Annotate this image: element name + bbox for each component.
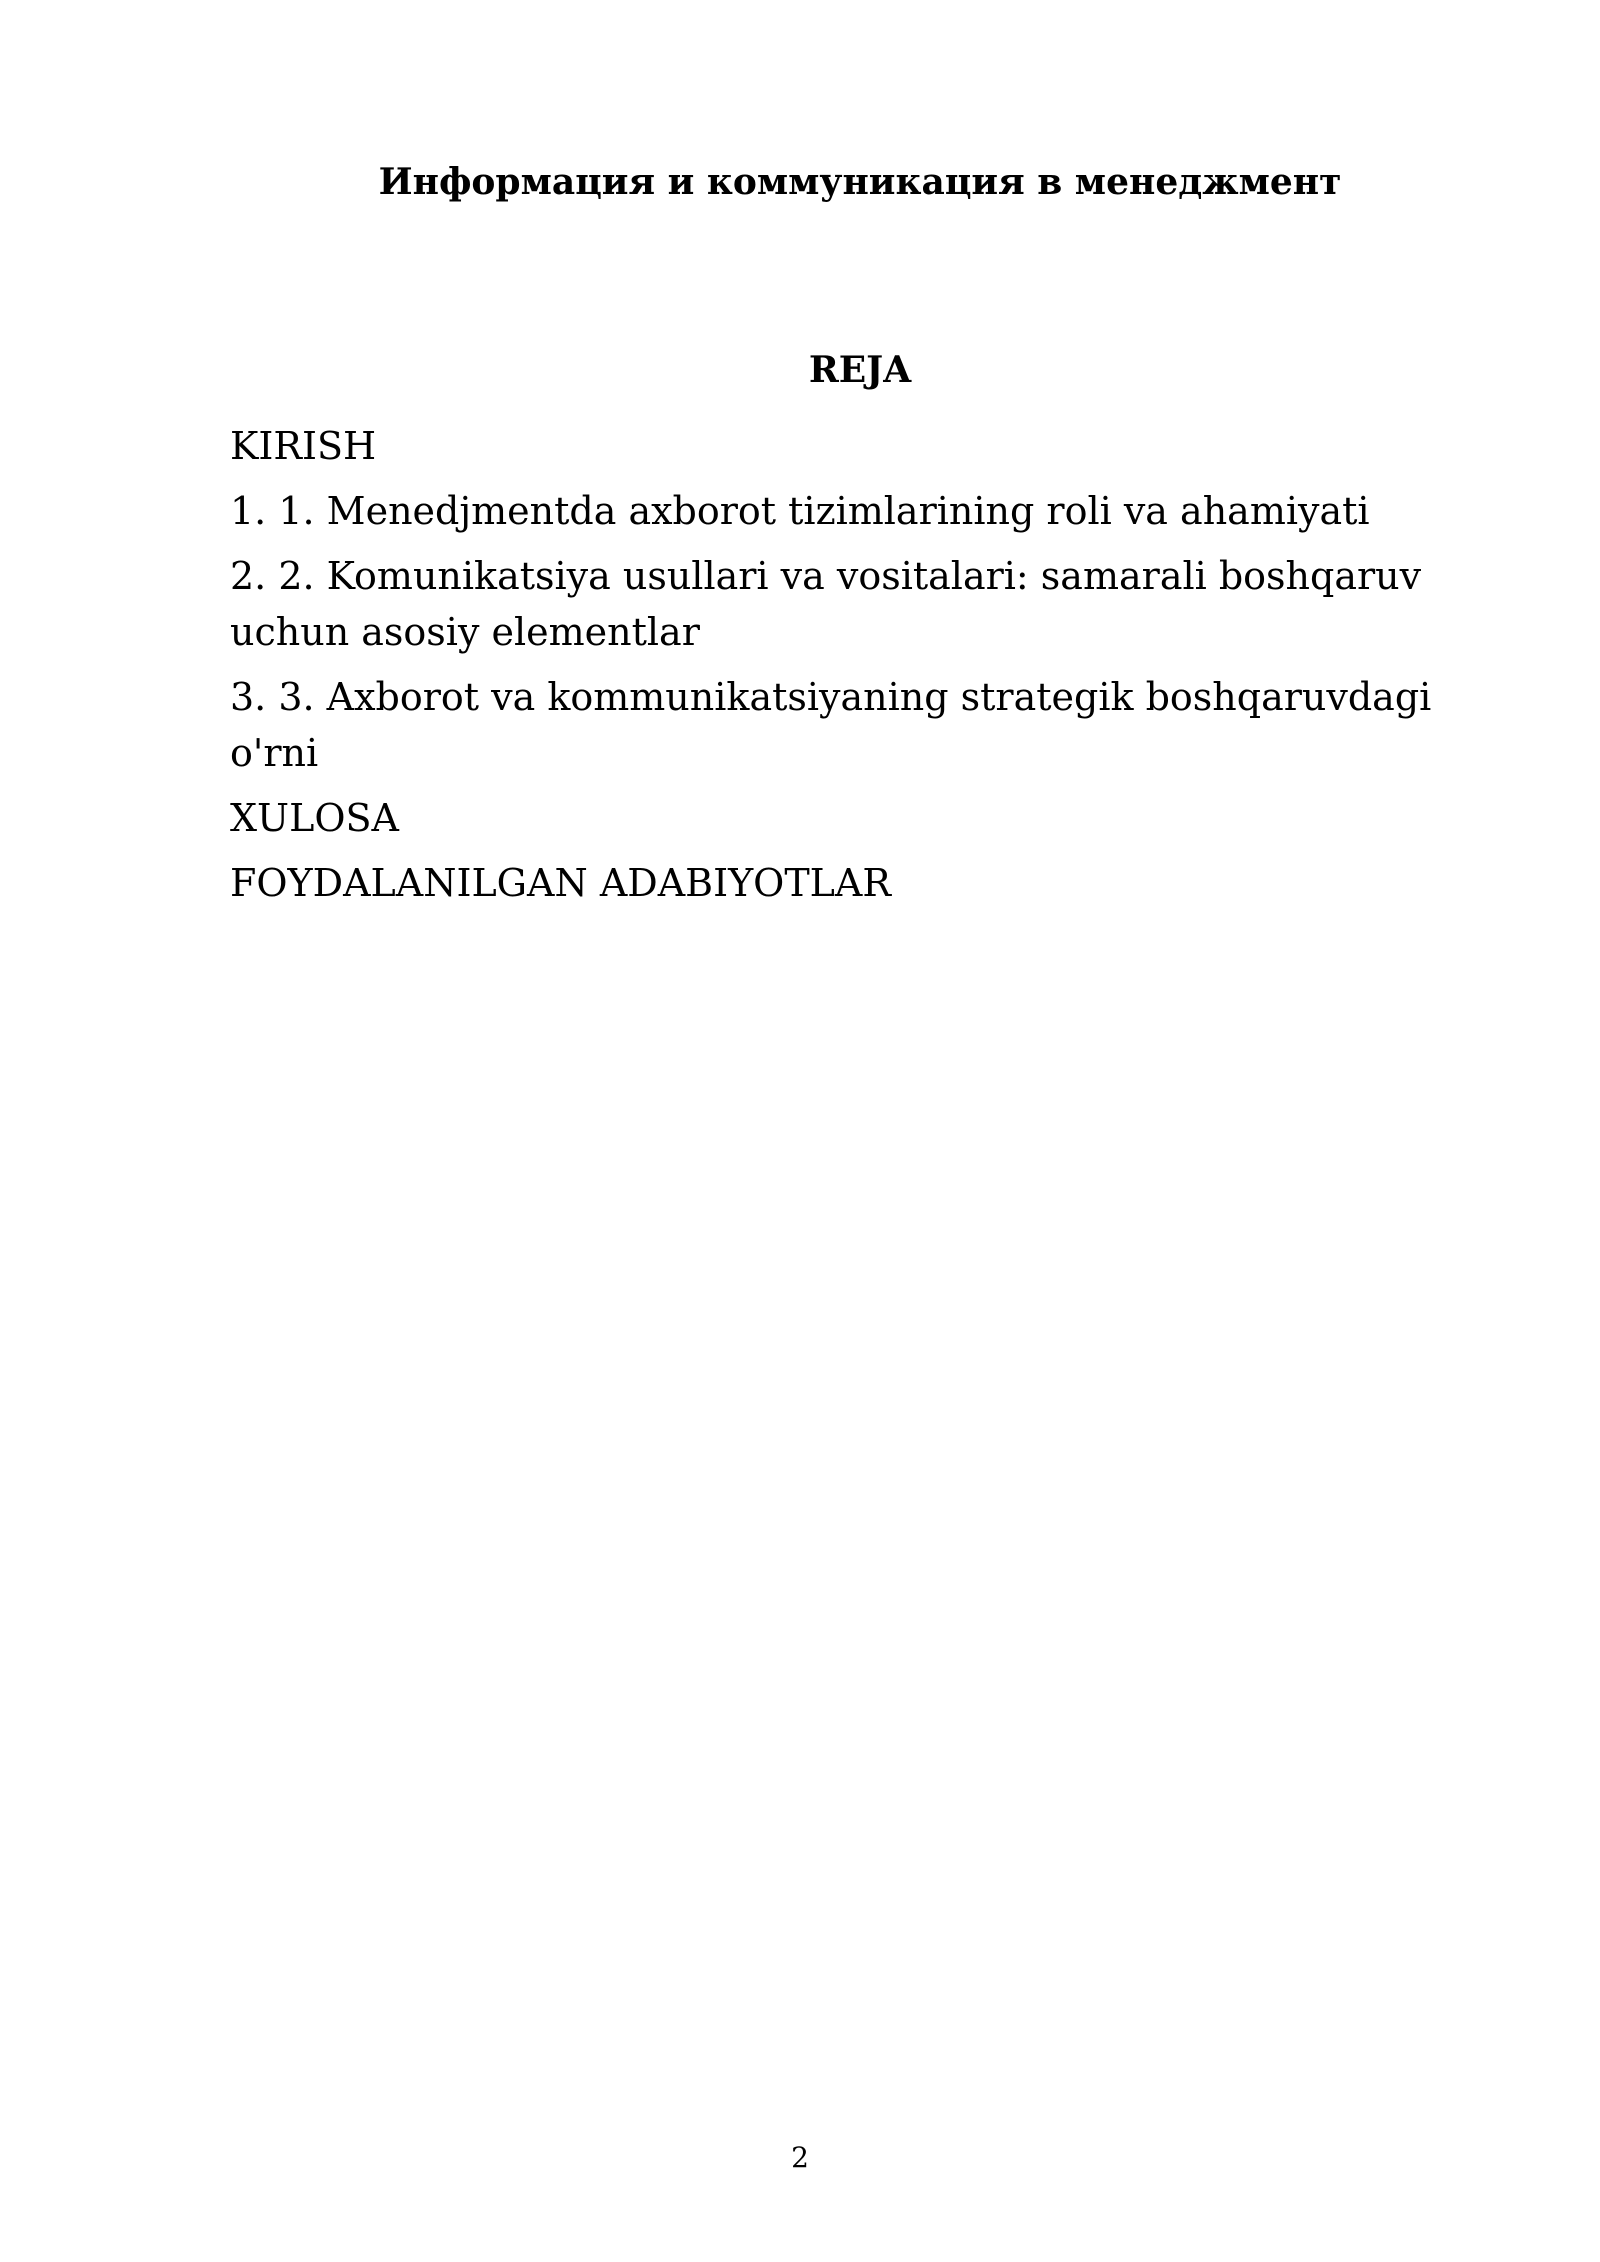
toc-item-conclusion: XULOSA — [230, 796, 399, 840]
toc-item-chapter-2: 2. 2. Komunikatsiya usullari va vositalari: samarali boshqaruv uchun asosiy elementlar — [230, 554, 1422, 654]
toc-item-chapter-3: 3. 3. Axborot va kommunikatsiyaning strategik boshqaruvdagi o'rni — [230, 675, 1432, 775]
toc-item-references: FOYDALANILGAN ADABIYOTLAR — [230, 861, 891, 905]
toc-item-introduction: KIRISH — [230, 424, 377, 468]
plan-heading: REJA — [808, 349, 912, 391]
document-title: Информация и коммуникация в менеджмент — [378, 161, 1342, 203]
table-of-contents — [230, 418, 1450, 920]
page-number: 2 — [791, 2141, 809, 2174]
toc-item-chapter-1: 1. 1. Menedjmentda axborot tizimlarining roli va ahamiyati — [230, 489, 1370, 533]
